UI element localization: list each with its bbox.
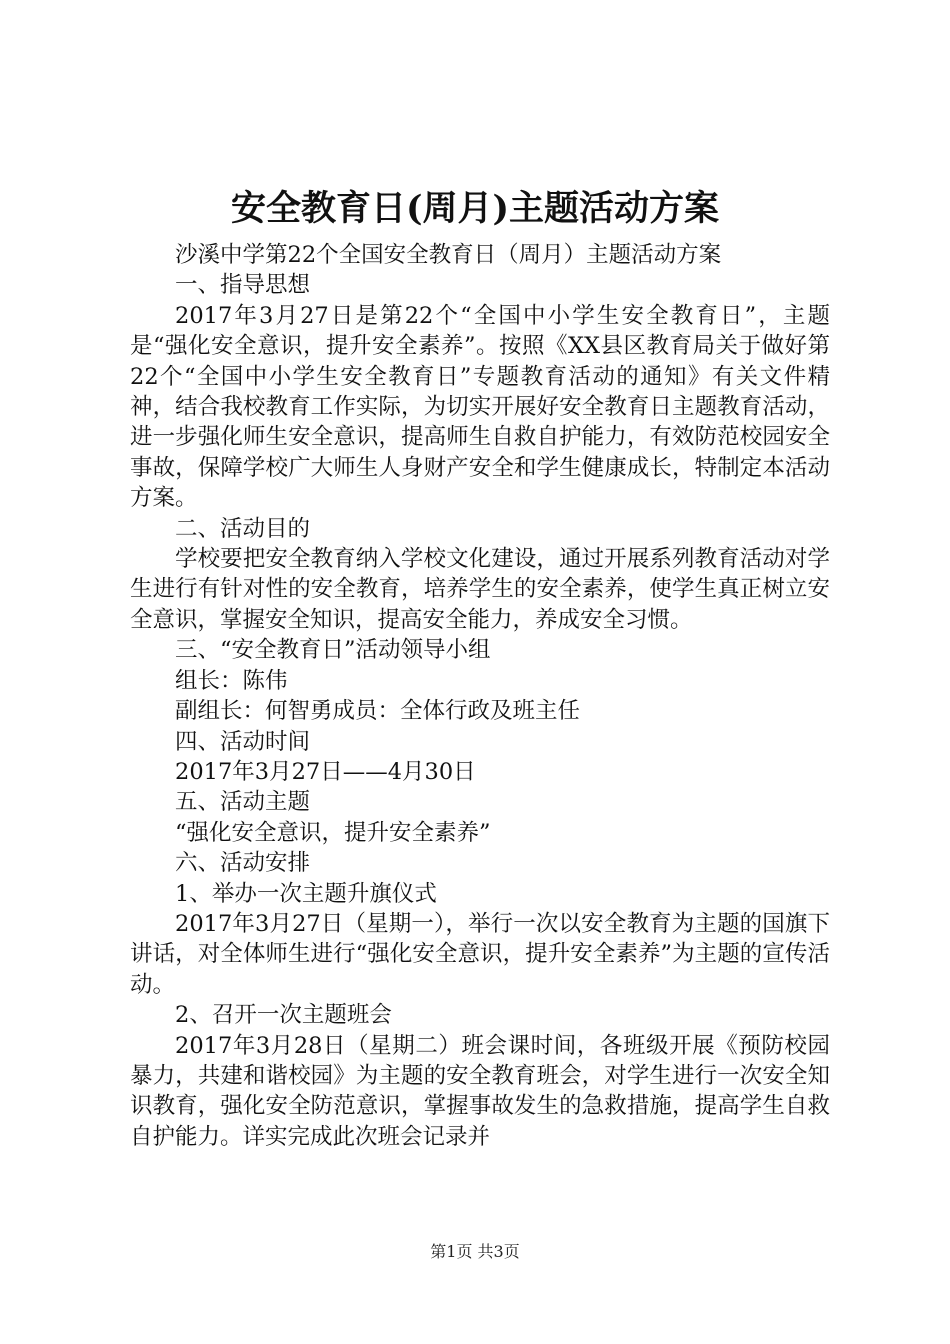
document-body [130, 240, 830, 1152]
body-paragraph: “强化安全意识，提升安全素养” [175, 819, 491, 846]
body-paragraph: 2017年3月27日（星期一），举行一次以安全教育为主题的国旗下讲话，对全体师生进行“强化安全意识，提升安全素养”为主题的宣传活动。 [130, 910, 830, 998]
document-title: 安全教育日(周月)主题活动方案 [230, 188, 720, 229]
body-paragraph: 2017年3月27日——4月30日 [175, 758, 476, 785]
body-paragraph: 副组长：何智勇成员：全体行政及班主任 [175, 698, 581, 725]
subtitle-paragraph: 沙溪中学第22个全国安全教育日（周月）主题活动方案 [175, 242, 722, 268]
section-heading: 五、活动主题 [175, 789, 311, 816]
section-heading: 二、活动目的 [175, 515, 311, 542]
section-heading: 六、活动安排 [175, 850, 311, 877]
page-footer: 第1页 共3页 [430, 1242, 520, 1261]
section-heading: 四、活动时间 [175, 728, 311, 755]
body-paragraph: 学校要把安全教育纳入学校文化建设，通过开展系列教育活动对学生进行有针对性的安全教育，培养学生的安全素养，使学生真正树立安全意识，掌握安全知识，提高安全能力，养成安全习惯。 [130, 546, 830, 633]
body-paragraph: 组长：陈伟 [175, 667, 288, 694]
section-heading: 三、“安全教育日”活动领导小组 [175, 637, 491, 664]
body-paragraph: 2017年3月27日是第22个“全国中小学生安全教育日”，主题是“强化安全意识，提升安全素养”。按照《XX县区教育局关于做好第22个“全国中小学生安全教育日”专题教育活动的通知》有关文件精神，结合我校教育工作实际，为切实开展好安全教育日主题教育活动，进一步强化师生安全意识，提高师生自救自护能力，有效防范校园安全事故，保障学校广大师生人身财产安全和学生健康成长，特制定本活动方案。 [130, 302, 830, 512]
body-paragraph: 2017年3月28日（星期二）班会课时间，各班级开展《预防校园暴力，共建和谐校园》为主题的安全教育班会，对学生进行一次安全知识教育，强化安全防范意识，掌握事故发生的急救措施，提高学生自救自护能力。详实完成此次班会记录并 [130, 1032, 830, 1150]
sub-heading: 2、召开一次主题班会 [175, 1002, 392, 1029]
section-heading: 一、指导思想 [175, 272, 311, 299]
sub-heading: 1、举办一次主题升旗仪式 [175, 880, 437, 907]
